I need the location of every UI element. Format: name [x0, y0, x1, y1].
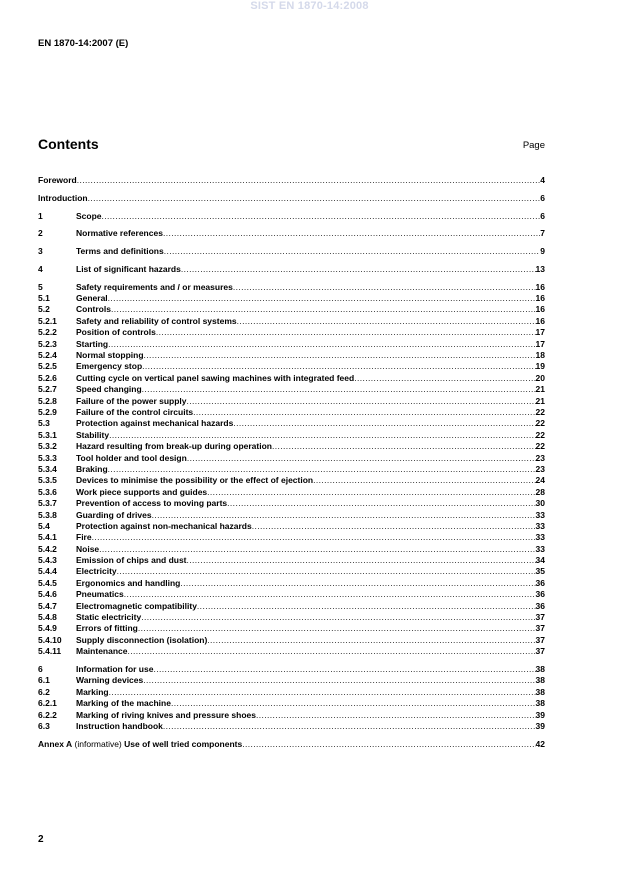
toc-entry-number: 5.3.6: [38, 486, 57, 497]
dot-leader: [252, 521, 536, 532]
toc-entry-page: 38: [535, 663, 545, 674]
toc-entry-title: Work piece supports and guides: [76, 486, 208, 497]
toc-entry[interactable]: [38, 246, 545, 257]
dot-leader: [171, 698, 536, 709]
toc-entry-title: Stability: [76, 429, 110, 440]
toc-entry-page: 34: [535, 555, 545, 566]
dot-leader: [233, 418, 535, 429]
dot-leader: [227, 498, 535, 509]
toc-entry-page: 42: [535, 738, 545, 749]
toc-entry-number: 5.2.5: [38, 361, 57, 372]
toc-entry-title: Tool holder and tool design: [76, 452, 187, 463]
toc-entry-page: 4: [540, 175, 545, 185]
toc-entry-page: 22: [535, 418, 545, 429]
dot-leader: [163, 228, 540, 239]
toc-entry-number: 5.2.2: [38, 327, 57, 338]
toc-entry-number: 6: [38, 663, 43, 674]
toc-entry-title: Starting: [76, 338, 109, 349]
toc-entry-page: 16: [535, 293, 545, 304]
toc-entry[interactable]: [38, 211, 545, 222]
toc-entry-number: 5.2.6: [38, 372, 57, 383]
toc-entry-title: Electromagnetic compatibility: [76, 600, 197, 611]
toc-entry-title: Safety requirements and / or measures: [76, 281, 233, 292]
toc-entry[interactable]: [38, 498, 545, 509]
toc-entry[interactable]: [38, 710, 545, 721]
toc-entry-page: 30: [535, 498, 545, 509]
toc-entry-number: 6.2: [38, 686, 50, 697]
toc-entry-title: List of significant hazards: [76, 263, 181, 274]
watermark: SIST EN 1870-14:2008: [250, 0, 369, 12]
page-number: 2: [38, 834, 44, 845]
toc-entry[interactable]: [38, 407, 545, 418]
dot-leader: [237, 316, 536, 327]
toc-entry-number: 5.2: [38, 304, 50, 315]
toc-entry[interactable]: [38, 304, 545, 315]
toc-entry-number: 5.3.4: [38, 463, 57, 474]
dot-leader: [143, 675, 535, 686]
toc-entry[interactable]: [38, 264, 545, 275]
toc-entry-title: Fire: [76, 532, 92, 543]
toc-entry-number: 6.1: [38, 675, 50, 686]
toc-entry-page: 33: [535, 509, 545, 520]
toc-entry[interactable]: [38, 373, 545, 384]
dot-leader: [242, 739, 535, 750]
toc-entry-title: Guarding of drives: [76, 509, 152, 520]
toc-entry[interactable]: [38, 544, 545, 555]
toc-entry-number: 6.2.1: [38, 698, 57, 709]
toc-entry-page: 39: [535, 720, 545, 731]
toc-entry[interactable]: [38, 316, 545, 327]
toc-entry-number: 5.4.1: [38, 532, 57, 543]
dot-leader: [197, 601, 536, 612]
toc-entry-page: 20: [535, 372, 545, 383]
toc-entry-page: 16: [535, 281, 545, 292]
dot-leader: [111, 304, 536, 315]
dot-leader: [138, 623, 536, 634]
toc-entry[interactable]: [38, 418, 545, 429]
toc-entry-page: 23: [535, 452, 545, 463]
dot-leader: [272, 441, 536, 452]
toc-entry-number: 2: [38, 228, 43, 239]
toc-entry-title: Electricity: [76, 566, 117, 577]
toc-entry[interactable]: [38, 361, 545, 372]
toc-entry-title: Normal stopping: [76, 350, 144, 361]
toc-entry[interactable]: [38, 350, 545, 361]
dot-leader: [313, 475, 535, 486]
toc-entry-page: 37: [535, 646, 545, 657]
toc-entry-number: 5.3: [38, 418, 50, 429]
toc-entry[interactable]: [38, 327, 545, 338]
toc-entry[interactable]: [38, 623, 545, 634]
toc-entry-page: 33: [535, 532, 545, 543]
toc-entry-title: Supply disconnection (isolation): [76, 634, 208, 645]
toc-entry[interactable]: [38, 453, 545, 464]
toc-entry-title: Terms and definitions: [76, 246, 164, 257]
toc-entry-number: 6.2.2: [38, 709, 57, 720]
toc-entry-title: Marking of the machine: [76, 698, 171, 709]
toc-entry-number: 5.2.3: [38, 338, 57, 349]
toc-entry-title: Ergonomics and handling: [76, 577, 181, 588]
toc-entry-title: Failure of the control circuits: [76, 406, 194, 417]
dot-leader: [142, 384, 536, 395]
toc-entry-number: 1: [38, 210, 43, 221]
toc-entry-page: 23: [535, 463, 545, 474]
toc-entry[interactable]: [38, 293, 545, 304]
toc-entry-number: 5: [38, 281, 43, 292]
toc-entry-number: 5.4.4: [38, 566, 57, 577]
toc-entry[interactable]: [38, 721, 545, 732]
dot-leader: [109, 687, 536, 698]
toc-entry-title: Failure of the power supply: [76, 395, 187, 406]
toc-entry-page: 19: [535, 361, 545, 372]
contents-heading: Contents: [38, 136, 99, 152]
toc-entry-title: Foreword: [38, 175, 77, 185]
toc-entry-title: Speed changing: [76, 384, 142, 395]
toc-entry-number: 5.2.7: [38, 384, 57, 395]
toc-entry-page: 21: [535, 384, 545, 395]
dot-leader: [92, 532, 536, 543]
dot-leader: [108, 293, 536, 304]
toc-entry-number: 6.3: [38, 720, 50, 731]
dot-leader: [153, 664, 535, 675]
toc-entry[interactable]: [38, 193, 545, 204]
toc-entry-title: Emission of chips and dust: [76, 555, 187, 566]
toc-entry-title: Safety and reliability of control systems: [76, 315, 237, 326]
toc-entry-page: 22: [535, 441, 545, 452]
toc-entry-page: 24: [535, 475, 545, 486]
dot-leader: [124, 589, 536, 600]
toc-entry[interactable]: [38, 228, 545, 239]
dot-leader: [180, 578, 535, 589]
dot-leader: [77, 175, 541, 186]
toc-entry-title: Instruction handbook: [76, 720, 163, 731]
toc-entry-number: 5.3.3: [38, 452, 57, 463]
toc-entry[interactable]: [38, 675, 545, 686]
toc-entry-page: 13: [535, 263, 545, 274]
dot-leader: [156, 327, 536, 338]
toc-entry-page: 39: [535, 709, 545, 720]
toc-entry-number: 5.2.4: [38, 350, 57, 361]
toc-entry-number: 5.4.10: [38, 634, 62, 645]
toc-entry-title: Warning devices: [76, 675, 144, 686]
toc-entry-page: 7: [540, 228, 545, 239]
toc-entry-title: Errors of fitting: [76, 623, 138, 634]
toc-entry[interactable]: [38, 635, 545, 646]
toc-entry-page: 6: [540, 210, 545, 221]
dot-leader: [163, 721, 536, 732]
dot-leader: [187, 555, 536, 566]
toc-entry-number: 5.2.9: [38, 406, 57, 417]
toc-entry-page: 16: [535, 304, 545, 315]
toc-entry-number: 5.3.5: [38, 475, 57, 486]
toc-entry[interactable]: [38, 510, 545, 521]
toc-entry-title: Annex A (informative) Use of well tried components: [38, 738, 243, 749]
dot-leader: [233, 282, 536, 293]
toc-entry-note: (informative): [72, 738, 125, 749]
toc-entry-number: 5.3.2: [38, 441, 57, 452]
toc-entry[interactable]: [38, 578, 545, 589]
toc-entry[interactable]: [38, 601, 545, 612]
toc-entry-page: 36: [535, 577, 545, 588]
toc-entry-number: 3: [38, 246, 43, 257]
toc-entry-page: 6: [540, 192, 545, 203]
dot-leader: [88, 193, 541, 204]
toc-entry-title: Maintenance: [76, 646, 128, 657]
toc-entry[interactable]: [38, 282, 545, 293]
document-id: EN 1870-14:2007 (E): [38, 38, 129, 49]
toc-entry-page: 33: [535, 520, 545, 531]
toc-entry[interactable]: [38, 532, 545, 543]
toc-entry[interactable]: [38, 612, 545, 623]
toc-entry-title: Marking: [76, 686, 109, 697]
toc-entry-page: 17: [535, 327, 545, 338]
toc-entry-title: Position of controls: [76, 327, 156, 338]
toc-entry-title: Cutting cycle on vertical panel sawing machines with integrated feed: [76, 372, 355, 383]
toc-entry-title: Scope: [76, 210, 102, 221]
toc-entry-number: 5.4: [38, 520, 50, 531]
toc-entry-number: 5.2.1: [38, 315, 57, 326]
toc-entry-title: Hazard resulting from break-up during operation: [76, 441, 272, 452]
dot-leader: [141, 612, 535, 623]
toc-entry[interactable]: [38, 664, 545, 675]
toc-entry[interactable]: [38, 589, 545, 600]
toc-entry-page: 38: [535, 675, 545, 686]
dot-leader: [99, 544, 535, 555]
toc-entry-title: Protection against non-mechanical hazards: [76, 520, 252, 531]
toc-entry-title: Information for use: [76, 663, 154, 674]
toc-entry-title: Controls: [76, 304, 111, 315]
table-of-contents: [38, 175, 545, 750]
toc-entry-title: Prevention of access to moving parts: [76, 498, 228, 509]
toc-entry-title: Pneumatics: [76, 589, 124, 600]
toc-entry[interactable]: [38, 396, 545, 407]
dot-leader: [354, 373, 535, 384]
dot-leader: [117, 566, 536, 577]
toc-entry[interactable]: [38, 566, 545, 577]
toc-entry-title: Emergency stop: [76, 361, 143, 372]
dot-leader: [144, 350, 536, 361]
toc-entry[interactable]: [38, 487, 545, 498]
dot-leader: [152, 510, 536, 521]
toc-entry[interactable]: [38, 175, 545, 186]
dot-leader: [193, 407, 535, 418]
dot-leader: [207, 487, 535, 498]
toc-entry-page: 18: [535, 350, 545, 361]
toc-entry[interactable]: [38, 475, 545, 486]
toc-entry-page: 21: [535, 395, 545, 406]
dot-leader: [109, 430, 535, 441]
toc-entry-page: 36: [535, 589, 545, 600]
dot-leader: [187, 453, 536, 464]
toc-entry-page: 38: [535, 686, 545, 697]
dot-leader: [108, 464, 536, 475]
toc-entry-number: 5.4.2: [38, 543, 57, 554]
toc-entry-page: 9: [540, 246, 545, 257]
toc-entry-title: Static electricity: [76, 612, 142, 623]
toc-entry-number: 5.4.11: [38, 646, 62, 657]
toc-entry-number: 5.4.8: [38, 612, 57, 623]
toc-entry-page: 16: [535, 315, 545, 326]
toc-entry-number: 5.4.6: [38, 589, 57, 600]
toc-entry[interactable]: [38, 430, 545, 441]
toc-entry-number: 5.4.3: [38, 555, 57, 566]
toc-entry[interactable]: [38, 646, 545, 657]
page-column-label: Page: [522, 140, 545, 151]
toc-entry-title: Marking of riving knives and pressure shoes: [76, 709, 256, 720]
dot-leader: [187, 396, 536, 407]
dot-leader: [256, 710, 536, 721]
toc-entry-page: 37: [535, 634, 545, 645]
dot-leader: [207, 635, 535, 646]
toc-entry-page: 22: [535, 429, 545, 440]
dot-leader: [164, 246, 541, 257]
toc-entry[interactable]: [38, 698, 545, 709]
dot-leader: [102, 211, 541, 222]
toc-entry[interactable]: [38, 687, 545, 698]
toc-entry-title: General: [76, 293, 108, 304]
dot-leader: [181, 264, 536, 275]
toc-entry-number: 5.2.8: [38, 395, 57, 406]
toc-entry-title: Noise: [76, 543, 100, 554]
toc-entry-number: 5.3.8: [38, 509, 57, 520]
toc-entry[interactable]: [38, 464, 545, 475]
toc-entry[interactable]: [38, 384, 545, 395]
toc-entry[interactable]: [38, 339, 545, 350]
dot-leader: [108, 339, 535, 350]
toc-entry-number: 5.3.7: [38, 498, 57, 509]
toc-entry-page: 36: [535, 600, 545, 611]
toc-entry-number: 4: [38, 263, 43, 274]
toc-entry-page: 35: [535, 566, 545, 577]
toc-entry-page: 22: [535, 406, 545, 417]
dot-leader: [128, 646, 536, 657]
toc-entry-number: 5.3.1: [38, 429, 57, 440]
toc-entry-number: 5.4.7: [38, 600, 57, 611]
toc-entry-page: 38: [535, 698, 545, 709]
toc-entry[interactable]: [38, 739, 545, 750]
toc-entry-page: 37: [535, 623, 545, 634]
toc-entry[interactable]: [38, 441, 545, 452]
toc-entry-number: 5.4.5: [38, 577, 57, 588]
toc-entry-title: Introduction: [38, 192, 88, 203]
toc-entry-title: Devices to minimise the possibility or the effect of ejection: [76, 475, 314, 486]
toc-entry-number: 5.1: [38, 293, 50, 304]
toc-entry-page: 33: [535, 543, 545, 554]
toc-entry-page: 17: [535, 338, 545, 349]
toc-entry[interactable]: [38, 521, 545, 532]
toc-entry-page: 28: [535, 486, 545, 497]
toc-entry[interactable]: [38, 555, 545, 566]
toc-entry-title: Braking: [76, 463, 108, 474]
toc-entry-number: 5.4.9: [38, 623, 57, 634]
dot-leader: [142, 361, 535, 372]
toc-entry-title: Normative references: [76, 228, 163, 239]
toc-entry-page: 37: [535, 612, 545, 623]
toc-entry-title: Protection against mechanical hazards: [76, 418, 234, 429]
